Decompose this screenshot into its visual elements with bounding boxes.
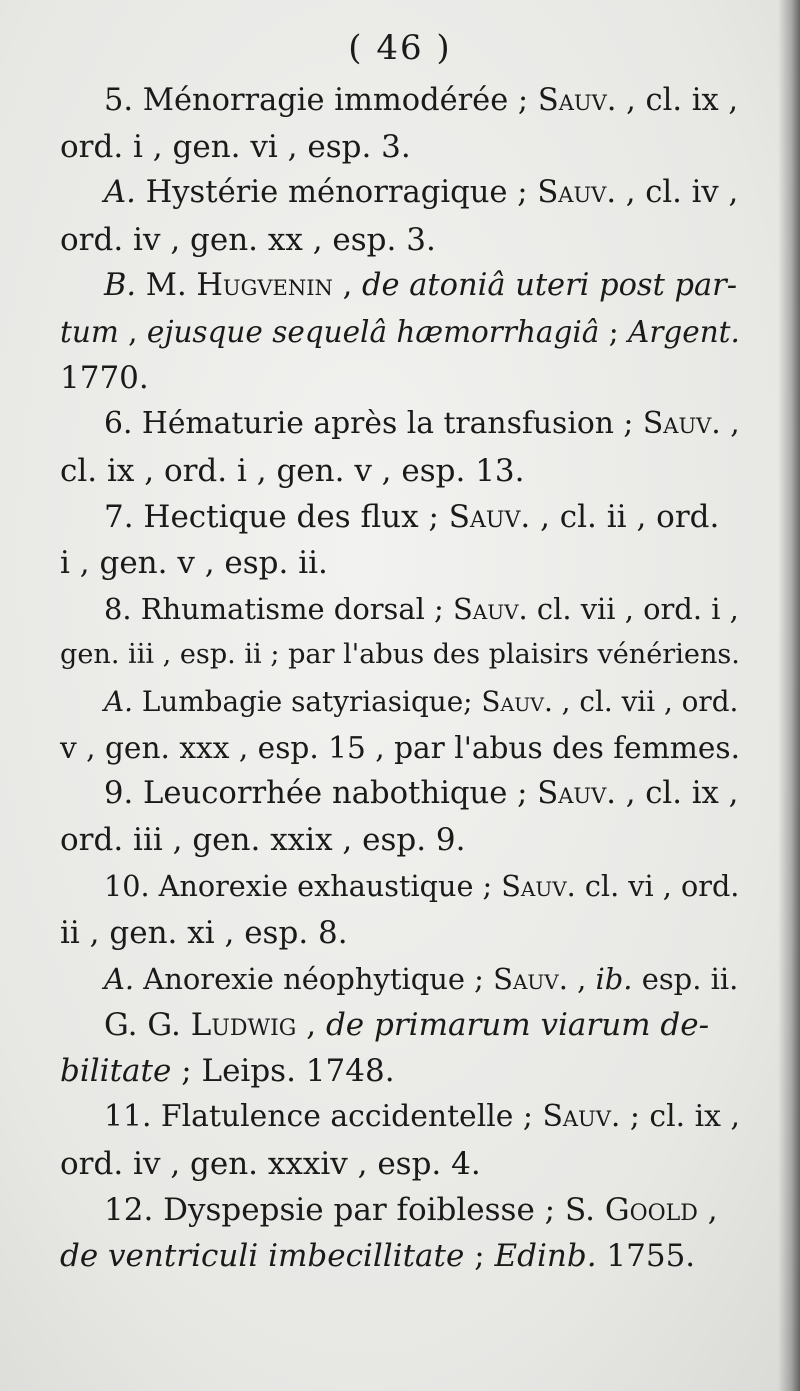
- text-segment: Sauv.: [501, 869, 576, 904]
- text-segment: Lumbagie satyriasique;: [132, 684, 482, 718]
- text-line: [60, 1233, 740, 1279]
- text-segment: ii , gen. xi , esp. 8.: [60, 914, 348, 951]
- text-segment: ord. iv , gen. xxxiv , esp. 4.: [60, 1145, 481, 1182]
- text-segment: Sauv.: [537, 83, 617, 118]
- text-segment: 8. Rhumatisme dorsal ;: [104, 592, 453, 627]
- text-line: [60, 632, 740, 678]
- text-line: [60, 1187, 740, 1233]
- text-segment: ;: [464, 1238, 495, 1275]
- text-line: [60, 817, 740, 863]
- text-segment: 9. Leucorrhée nabothique ;: [104, 776, 538, 812]
- text-line: [60, 217, 740, 263]
- text-segment: ,: [332, 267, 362, 303]
- text-segment: de ventriculi imbecillitate: [60, 1238, 465, 1275]
- text-segment: ; cl. ix ,: [620, 1099, 740, 1135]
- text-segment: ;: [599, 315, 629, 350]
- text-segment: 6. Hématurie après la transfusion ;: [104, 406, 643, 442]
- text-line: [60, 586, 740, 632]
- text-segment: 12. Dyspepsie par foiblesse ; S.: [104, 1191, 605, 1228]
- text-segment: Sauv.: [537, 776, 617, 812]
- text-segment: ,: [720, 406, 740, 442]
- text-segment: A.: [104, 684, 133, 718]
- text-segment: tum: [60, 315, 119, 350]
- text-line: [60, 910, 740, 956]
- text-segment: A.: [104, 961, 135, 996]
- text-line: [60, 863, 740, 909]
- text-segment: cl. vi , ord.: [575, 869, 740, 904]
- text-segment: G. G.: [104, 1007, 191, 1044]
- text-line: [60, 494, 740, 540]
- page-number: ( 46 ): [348, 28, 452, 68]
- text-line: [60, 725, 740, 771]
- text-segment: Sauv.: [481, 684, 553, 718]
- text-segment: , cl. ix ,: [616, 776, 739, 812]
- text-segment: ,: [697, 1191, 718, 1228]
- text-line: [60, 1048, 740, 1094]
- text-segment: Sauv.: [642, 406, 721, 442]
- text-segment: v , gen. xxx , esp. 15 , par l'abus des femmes.: [60, 730, 740, 765]
- text-segment: i , gen. v , esp. ii.: [60, 545, 328, 582]
- text-segment: 7. Hectique des flux ;: [104, 498, 449, 535]
- text-line: [60, 309, 740, 355]
- text-segment: ejusque sequelâ hæmorrhagiâ: [146, 315, 600, 350]
- text-segment: , cl. ii , ord.: [530, 498, 720, 535]
- text-line: [60, 78, 740, 124]
- text-line: [60, 956, 740, 1002]
- text-segment: 10. Anorexie exhaustique ;: [104, 869, 502, 904]
- text-segment: ,: [567, 961, 596, 996]
- text-segment: M.: [136, 267, 197, 303]
- text-segment: esp. ii.: [632, 961, 739, 996]
- text-segment: Hugvenin: [196, 267, 333, 303]
- text-segment: , cl. ix ,: [616, 83, 739, 118]
- text-segment: ,: [118, 315, 147, 350]
- text-segment: Sauv.: [537, 175, 617, 211]
- text-segment: Edinb.: [494, 1238, 597, 1275]
- text-segment: bilitate: [60, 1053, 172, 1090]
- text-line: [60, 540, 740, 586]
- text-line: [60, 1141, 740, 1187]
- text-line: [60, 448, 740, 494]
- text-segment: 11. Flatulence accidentelle ;: [104, 1099, 543, 1135]
- text-segment: B.: [104, 267, 137, 303]
- text-segment: A.: [104, 175, 136, 211]
- text-segment: ,: [296, 1007, 326, 1044]
- text-line: [60, 401, 740, 447]
- text-segment: Sauv.: [542, 1099, 621, 1135]
- text-line: [60, 355, 740, 401]
- text-segment: , cl. iv ,: [616, 175, 739, 211]
- text-segment: de primarum viarum de-: [325, 1007, 710, 1044]
- text-line: [60, 263, 740, 309]
- text-segment: , cl. vii , ord.: [552, 684, 739, 718]
- text-segment: ; Leips. 1748.: [171, 1053, 395, 1090]
- text-segment: Hystérie ménorragique ;: [135, 175, 538, 211]
- text-line: [60, 124, 740, 170]
- text-segment: ord. iv , gen. xx , esp. 3.: [60, 221, 436, 258]
- text-segment: Ludwig: [190, 1007, 297, 1044]
- text-segment: Goold: [604, 1191, 698, 1228]
- text-segment: de atoniâ uteri post par-: [362, 267, 738, 303]
- text-line: [60, 170, 740, 216]
- text-segment: Sauv.: [493, 961, 568, 996]
- text-line: [60, 1002, 740, 1048]
- page-body-text: [60, 78, 740, 1279]
- text-segment: Sauv.: [452, 592, 528, 627]
- text-line: [60, 679, 740, 725]
- text-segment: 1770.: [60, 360, 149, 397]
- text-segment: ib.: [595, 961, 633, 996]
- text-segment: 5. Ménorragie immodérée ;: [104, 83, 538, 118]
- text-segment: cl. vii , ord. i ,: [527, 592, 739, 627]
- text-line: [60, 1094, 740, 1140]
- text-segment: cl. ix , ord. i , gen. v , esp. 13.: [60, 452, 525, 489]
- text-segment: Sauv.: [448, 498, 531, 535]
- text-segment: gen. iii , esp. ii ; par l'abus des plaisirs vénériens.: [60, 639, 740, 671]
- text-line: [60, 771, 740, 817]
- text-segment: ord. iii , gen. xxix , esp. 9.: [60, 822, 466, 859]
- text-segment: ord. i , gen. vi , esp. 3.: [60, 129, 411, 166]
- text-segment: 1755.: [596, 1238, 696, 1275]
- text-segment: Argent.: [628, 315, 740, 350]
- page-edge-shadow: [778, 0, 800, 1391]
- text-segment: Anorexie néophytique ;: [134, 961, 494, 996]
